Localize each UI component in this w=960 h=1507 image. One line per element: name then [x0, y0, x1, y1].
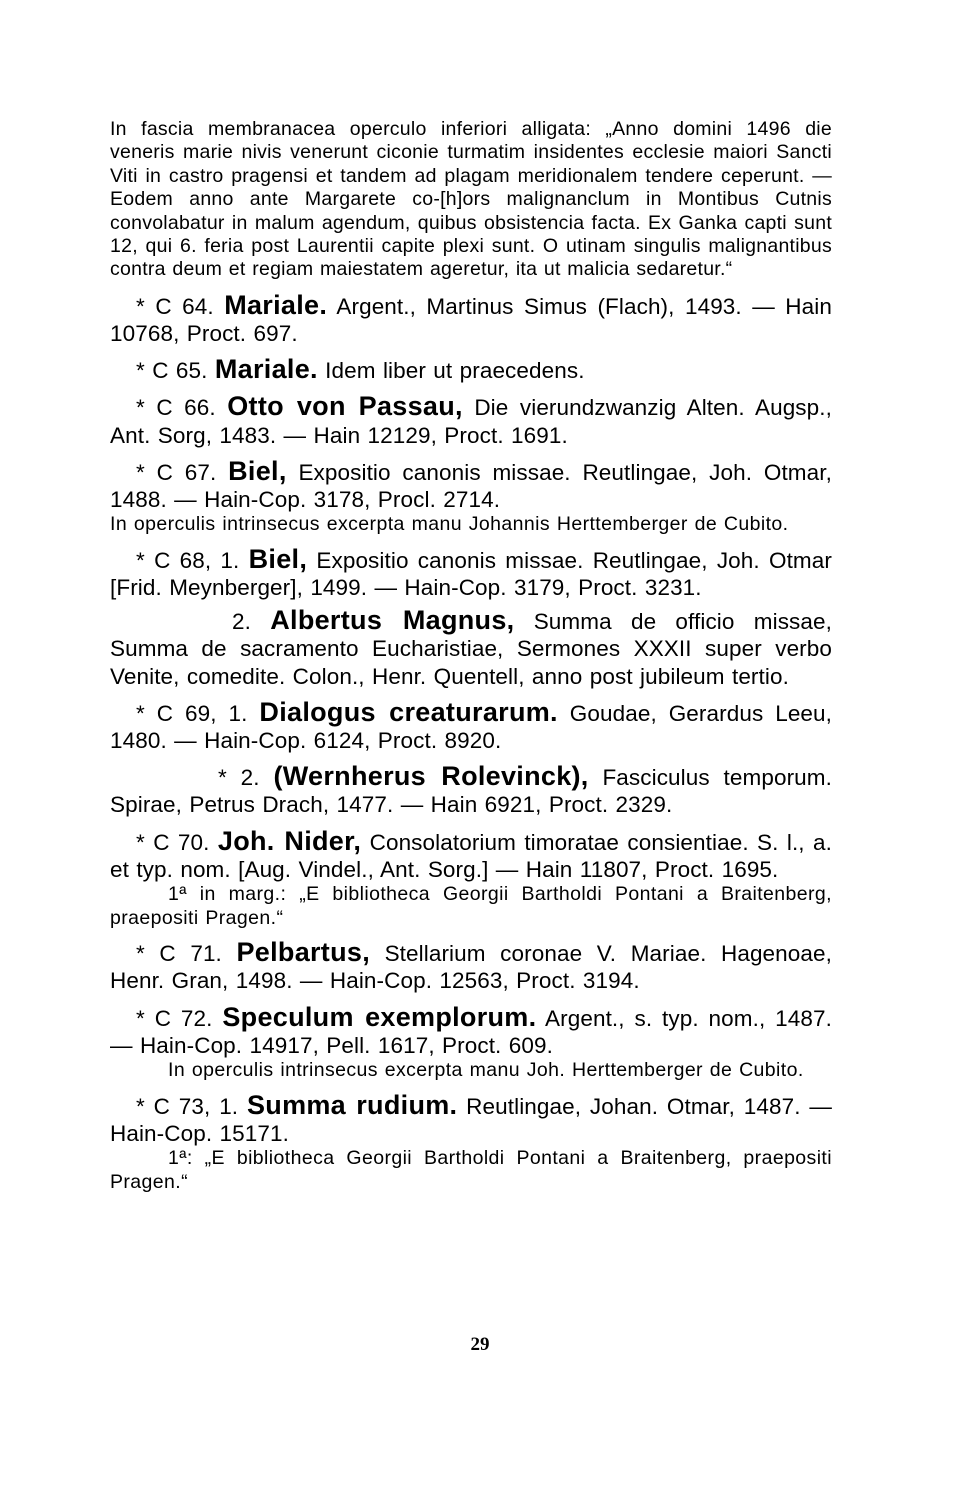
entry-heading: Albertus Magnus,: [270, 605, 515, 636]
entry-c64: [110, 289, 832, 347]
entry-heading: Otto von Passau,: [227, 391, 463, 422]
entry-ref: * C 70.: [136, 829, 210, 855]
entry-text: Die vierundzwanzig Alten. Augsp., Ant. Sorg, 1483. — Hain 12129, Proct. 1691.: [110, 395, 832, 448]
entry-text: Expositio canonis missae. Reutlingae, Joh. Otmar [Frid. Meynberger], 1499. — Hain-Cop. 3179, Proct. 3231.: [110, 547, 832, 601]
entry-ref: * C 66.: [136, 395, 216, 421]
entry-ref: * C 73, 1.: [136, 1093, 239, 1119]
entry-c69-2: [110, 763, 832, 818]
entry-c65: [110, 356, 832, 384]
entry-c69-1: [110, 696, 833, 754]
entry-heading: (Wernherus Rolevinck),: [273, 761, 589, 792]
entry-heading: Biel,: [228, 455, 287, 486]
entry-text: Expositio canonis missae. Reutlingae, Joh. Otmar, 1488. — Hain-Cop. 3178, Procl. 2714.: [110, 459, 832, 513]
entry-heading: Mariale.: [224, 289, 328, 320]
entry-heading: Pelbartus,: [236, 937, 371, 968]
entry-c71: [110, 939, 832, 994]
entry-c66: [110, 393, 832, 448]
entry-c68-2: [110, 607, 832, 690]
entry-heading: Joh. Nider,: [217, 825, 362, 856]
entry-text: Stellarium coronae V. Mariae. Hagenoae, Henr. Gran, 1498. — Hain-Cop. 12563, Proct. 3194.: [110, 941, 832, 994]
page-number: 29: [470, 1334, 490, 1355]
entry-c72-note: In operculis intrinsecus excerpta manu Joh. Herttemberger de Cubito.: [168, 1059, 804, 1082]
entry-text: Reutlingae, Johan. Otmar, 1487. — Hain-Cop. 15171.: [110, 1093, 832, 1146]
catalog-page: [110, 118, 832, 1194]
entry-text: Fasciculus temporum. Spirae, Petrus Drach, 1477. — Hain 6921, Proct. 2329.: [110, 765, 832, 818]
intro-note: In fascia membranacea operculo inferiori alligata: „Anno domini 1496 die veneris marie nivis venerunt ciconie turmatim insidentes ecclesie maiori Sancti Viti in castro pragensi et tandem ad plagam meridionalem tendere ceperunt. — Eodem anno ante Margarete co-[h]ors malignanclum in Montibus Cutnis convolabatur in malum agendum, quibus obsistencia facta. Ex Ganka capti sunt 12, qui 6. feria post Laurentii capite plexi sunt. O utinam singulis malignantibus contra deum et regiam maiestatem ageretur, ita ut malicia sedaretur.“: [110, 118, 832, 281]
entry-c70: [110, 825, 832, 883]
entry-ref: 2.: [232, 609, 251, 635]
entry-heading: Speculum exemplorum.: [222, 1001, 537, 1032]
entry-c72: [110, 1001, 832, 1059]
entry-text: Summa de officio missae, Summa de sacramento Eucharistiae, Sermones XXXII super verbo Venite, comedite. Colon., Henr. Quentell, anno post jubileum tertio.: [110, 609, 832, 689]
entry-c73-note: 1ª: „E bibliotheca Georgii Bartholdi Pontani a Braitenberg, praepositi Pragen.“: [110, 1147, 832, 1193]
entry-c68-1: [110, 543, 832, 601]
entry-c70-note: 1ª in marg.: „E bibliotheca Georgii Bartholdi Pontani a Braitenberg, praepositi Pragen.“: [110, 883, 832, 929]
entry-text: Argent., Martinus Simus (Flach), 1493. — Hain 10768, Proct. 697.: [110, 293, 832, 347]
entry-text: Consolatorium timoratae consientiae. S. l., a. et typ. nom. [Aug. Vindel., Ant. Sorg.] — Hain 11807, Proct. 1695.: [110, 829, 832, 882]
entry-heading: Mariale.: [214, 354, 318, 385]
entry-heading: Summa rudium.: [246, 1089, 458, 1120]
entry-heading: Biel,: [248, 543, 308, 574]
entry-ref: * C 69, 1.: [136, 700, 248, 726]
entry-ref: * 2.: [218, 765, 260, 791]
entry-c73-1: [110, 1089, 832, 1147]
entry-text: Idem liber ut praecedens.: [325, 358, 585, 384]
entry-c67-note: In operculis intrinsecus excerpta manu Johannis Herttemberger de Cubito.: [110, 513, 789, 536]
entry-ref: * C 65.: [136, 358, 208, 384]
entry-ref: * C 68, 1.: [136, 547, 240, 573]
entry-ref: * C 64.: [136, 293, 214, 319]
entry-text: Argent., s. typ. nom., 1487. — Hain-Cop. 14917, Pell. 1617, Proct. 609.: [110, 1005, 832, 1058]
entry-ref: * C 71.: [136, 941, 222, 967]
entry-ref: * C 72.: [136, 1005, 213, 1031]
entry-c67: [110, 455, 832, 513]
entry-heading: Dialogus creaturarum.: [259, 696, 558, 727]
entry-ref: * C 67.: [136, 459, 217, 485]
entry-text: Goudae, Gerardus Leeu, 1480. — Hain-Cop. 6124, Proct. 8920.: [110, 700, 833, 754]
